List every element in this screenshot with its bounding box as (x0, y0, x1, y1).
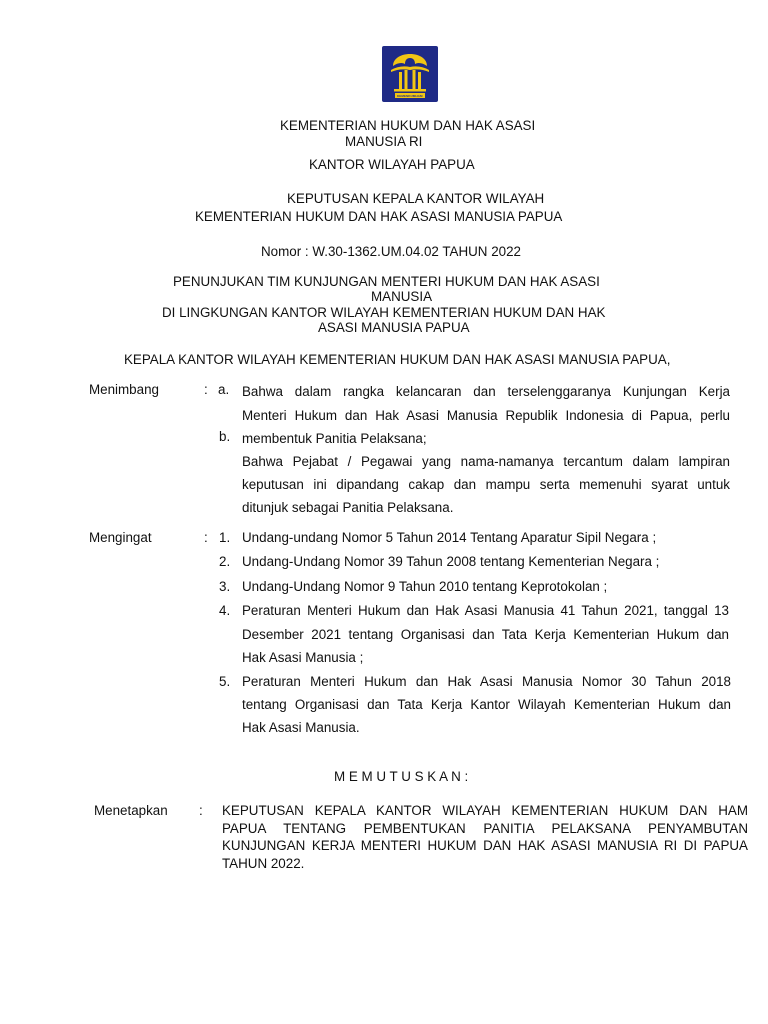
ministry-title-line1: KEMENTERIAN HUKUM DAN HAK ASASI (280, 118, 536, 133)
mengingat-item4-line3: Hak Asasi Manusia ; (242, 650, 364, 665)
issuer-line: KEPALA KANTOR WILAYAH KEMENTERIAN HUKUM DAN HAK ASASI MANUSIA PAPUA, (124, 352, 671, 367)
mengingat-marker-2: 2. (219, 554, 231, 569)
mengingat-marker-5: 5. (219, 674, 231, 689)
menimbang-b-line2: keputusan ini dipandang cakap dan mampu serta memenuhi syarat untuk (242, 477, 730, 492)
mengingat-item1-line1: Undang-undang Nomor 5 Tahun 2014 Tentang Aparatur Sipil Negara ; (242, 530, 657, 545)
subject-line1: PENUNJUKAN TIM KUNJUNGAN MENTERI HUKUM DAN HAK ASASI (173, 274, 600, 289)
mengingat-item3-line1: Undang-Undang Nomor 9 Tahun 2010 tentang Keprotokolan ; (242, 579, 608, 594)
mengingat-item4-line2: Desember 2021 tentang Organisasi dan Tata Kerja Kementerian Hukum dan (242, 627, 729, 642)
subject-line4: ASASI MANUSIA PAPUA (318, 320, 470, 335)
office-title: KANTOR WILAYAH PAPUA (309, 157, 475, 172)
menetapkan-line4: TAHUN 2022. (222, 856, 305, 871)
decision-number: Nomor : W.30-1362.UM.04.02 TAHUN 2022 (261, 244, 521, 259)
mengingat-label: Mengingat (89, 530, 152, 545)
mengingat-item5-line2: tentang Organisasi dan Tata Kerja Kantor Wilayah Kementerian Hukum dan (242, 697, 731, 712)
mengingat-marker-4: 4. (219, 603, 231, 618)
mengingat-colon: : (204, 530, 208, 545)
menimbang-b-line1: Bahwa Pejabat / Pegawai yang nama-namanya tercantum dalam lampiran (242, 454, 730, 469)
mengingat-marker-1: 1. (219, 530, 231, 545)
menetapkan-colon: : (199, 803, 203, 818)
mengingat-item2-line1: Undang-Undang Nomor 39 Tahun 2008 tentang Kementerian Negara ; (242, 554, 660, 569)
menetapkan-line2: PAPUA TENTANG PEMBENTUKAN PANITIA PELAKSANA PENYAMBUTAN (222, 821, 748, 836)
menetapkan-label: Menetapkan (94, 803, 168, 818)
mengingat-marker-3: 3. (219, 579, 231, 594)
menimbang-a-line3: membentuk Panitia Pelaksana; (242, 431, 427, 446)
menimbang-a-line2: Menteri Hukum dan Hak Asasi Manusia Republik Indonesia di Papua, perlu (242, 408, 730, 423)
menimbang-marker-a: a. (218, 382, 230, 397)
memutuskan-heading: M E M U T U S K A N : (334, 769, 469, 784)
decision-title-line1: KEPUTUSAN KEPALA KANTOR WILAYAH (287, 191, 545, 206)
mengingat-item4-line1: Peraturan Menteri Hukum dan Hak Asasi Manusia 41 Tahun 2021, tanggal 13 (242, 603, 729, 618)
decision-title-line2: KEMENTERIAN HUKUM DAN HAK ASASI MANUSIA PAPUA (195, 209, 563, 224)
menetapkan-line3: KUNJUNGAN KERJA MENTERI HUKUM DAN HAK ASASI MANUSIA RI DI PAPUA (222, 838, 748, 853)
logo-caption: KEMENKUMHAM (397, 93, 423, 98)
menimbang-marker-b: b. (219, 429, 231, 444)
menimbang-label: Menimbang (89, 382, 159, 397)
mengingat-item5-line1: Peraturan Menteri Hukum dan Hak Asasi Manusia Nomor 30 Tahun 2018 (242, 674, 731, 689)
mengingat-item5-line3: Hak Asasi Manusia. (242, 720, 360, 735)
subject-line2: MANUSIA (371, 289, 433, 304)
menimbang-b-line3: ditunjuk sebagai Panitia Pelaksana. (242, 500, 454, 515)
menimbang-a-line1: Bahwa dalam rangka kelancaran dan terselenggaranya Kunjungan Kerja (242, 384, 730, 399)
menetapkan-line1: KEPUTUSAN KEPALA KANTOR WILAYAH KEMENTERIAN HUKUM DAN HAM (222, 803, 748, 818)
subject-line3: DI LINGKUNGAN KANTOR WILAYAH KEMENTERIAN HUKUM DAN HAK (162, 305, 606, 320)
menimbang-colon: : (204, 382, 208, 397)
ministry-title-line2: MANUSIA RI (345, 134, 423, 149)
